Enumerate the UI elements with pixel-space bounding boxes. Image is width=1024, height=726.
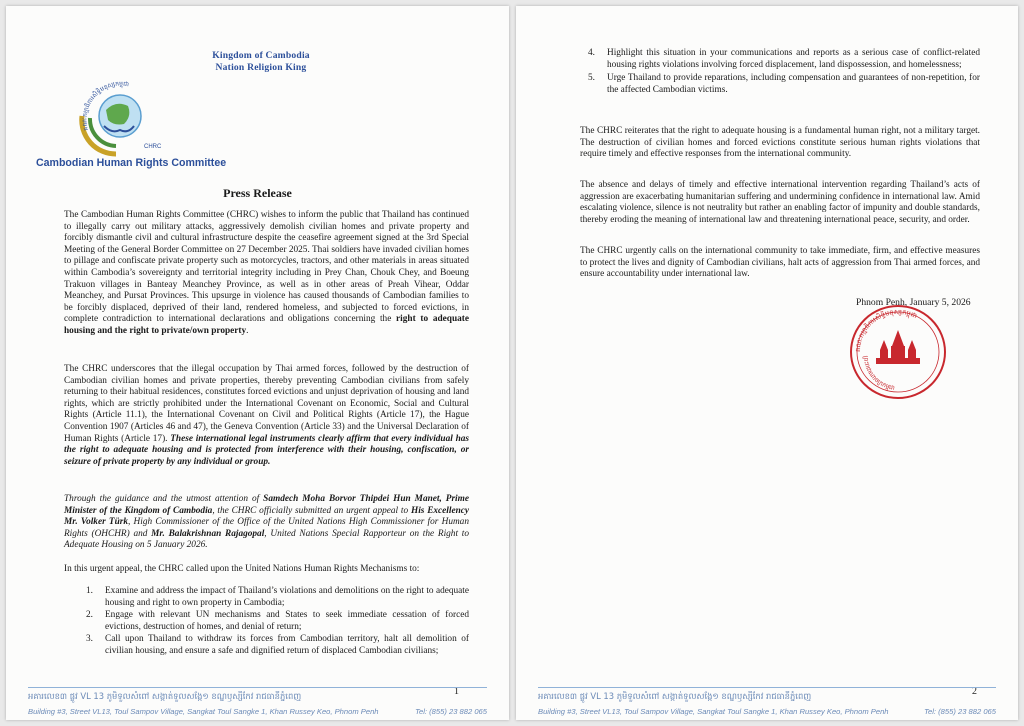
list-item (86, 634, 469, 657)
list-item-number: 2. (86, 610, 93, 621)
page-footer (538, 687, 996, 716)
page-number: 1 (454, 686, 459, 697)
list-item-number: 5. (588, 73, 595, 84)
seal-bottom-text: ព្រះរាជាណាចក្រកម្ពុជា (861, 355, 896, 392)
list-item (86, 586, 469, 609)
list-item-number: 1. (86, 586, 93, 596)
page-footer (28, 687, 487, 716)
list-item-text: Engage with relevant UN mechanisms and States to seek immediate cessation of forced evictions, destruction of homes, and denial of return; (105, 610, 469, 632)
chrc-logo (68, 68, 168, 162)
kingdom-line-1: Kingdom of Cambodia (212, 50, 310, 61)
logo-arc-text: គណៈកម្មាធិការសិទ្ធិមនុស្សកម្ពុជា (81, 80, 130, 132)
list-item-number: 3. (86, 634, 93, 645)
paragraph-7: The CHRC urgently calls on the international community to take immediate, firm, and effective measures to protect the lives and dignity of Cambodian civilians, halt acts of aggression from Thai armed forces, and ensure accountability under international law. (580, 246, 980, 280)
paragraph-1 (64, 210, 469, 338)
para3-t1: Through the guidance and the utmost attention of (64, 494, 260, 504)
para1-text: The Cambodian Human Rights Committee (CHRC) wishes to inform the public that Thailand has continued to illegally carry out military attacks, aggressively demolish civilian homes and private property and forcibly dismantle civil and cultural infrastructure despite the ceasefire agreement signed at the 3rd Special Meeting of the General Border Committee on 27 December 2025. Thai soldiers have invaded civilian homes to pillage and confiscate private property such as motorcycles, tractors, and other materials in areas situated within Cambodia’s sovereignty and territorial integrity including in Prey Chan, Chouk Chey, and Boeung Trakuon villages in Banteay Meanchey Province, as well as in other areas of Preah Vihear, Oddar Meanchey, and Pursat Provinces. This upsurge in violence has caused thousands of Cambodian families to be forcibly displaced, deprived of their land, rendered homeless, and subjected to forced evictions, in complete contradiction to international declarations and obligations concerning the (64, 210, 469, 325)
official-seal (846, 302, 950, 402)
para2-text: The CHRC underscores that the illegal occupation by Thai armed forces, followed by the destruction of Cambodian civilian homes and private properties, thereby preventing Cambodian civilians from safely returning to their habitual residences, constitutes forced evictions and unjust deprivation of housing and land rights, which are strictly prohibited under the International Covenant on Economic, Social and Cultural Rights (Article 11.1), the International Covenant on Civil and Political Rights (Article 17), the Hague Convention 1907 (Articles 46 and 47), the Geneva Convention (Article 33) and the Universal Declaration of Human Rights (Article 17). (64, 364, 469, 444)
list-item-number: 4. (588, 48, 595, 58)
seal-top-text: គណៈកម្មាធិការសិទ្ធិមនុស្សកម្ពុជា (853, 307, 919, 353)
list-item-text: Call upon Thailand to withdraw its forces from Cambodian territory, halt all demolition of civilian housing, and ensure a safe and dignified return of displaced Cambodian civilians; (105, 634, 469, 656)
kingdom-line-2: Nation Religion King (215, 62, 307, 73)
list-item-text: Urge Thailand to provide reparations, including compensation and guarantees of non-repetition, for the affected Cambodian victims. (607, 73, 980, 95)
footer-tel: Tel: (855) 23 882 065 (415, 707, 487, 716)
page-number: 2 (972, 686, 977, 697)
para1-bold: right to adequate housing and the right to private/own property (64, 314, 469, 336)
para3-b3: Mr. Balakrishnan Rajagopal (151, 528, 265, 539)
date-line: Phnom Penh, January 5, 2026 (856, 297, 971, 308)
footer-khmer-address: អគារលេខ៣ ផ្លូវ VL 13 ភូមិទួលសំពៅ សង្កាត់ទួលសង្កែ១ ខណ្ឌឫស្សីកែវ រាជធានីភ្នំពេញ (538, 691, 812, 701)
paragraph-2 (64, 364, 469, 468)
list-item (588, 48, 980, 71)
para3-b2: His Excellency Mr. Volker Türk (64, 505, 470, 528)
kingdom-header (186, 50, 336, 74)
list-item-text: Highlight this situation in your communications and reports as a serious case of conflict-related housing rights violations involving forced displacement, land dispossession, and homelessness; (607, 48, 980, 70)
list-item-text: Examine and address the impact of Thailand’s violations and demolitions on the right to adequate housing and right to own property in Cambodia; (105, 586, 469, 608)
para3-b1: Samdech Moha Borvor Thipdei Hun Manet, Prime Minister of the Kingdom of Cambodia (64, 494, 469, 516)
paragraph-6: The absence and delays of timely and effective international intervention regarding Thailand’s acts of aggression are exacerbating humanitarian suffering and undermining confidence in international law. Amid escalating violence, silence is not neutrality but rather an enabling factor of impunity and double standards, thereby eroding the meaning of international law and threatening international peace, security, and order. (580, 180, 980, 225)
page-title: Press Release (223, 186, 292, 200)
logo-bottom-text: CHRC (144, 144, 162, 150)
paragraph-3 (64, 494, 469, 552)
org-name: Cambodian Human Rights Committee (36, 157, 227, 169)
para3-t3: , High Commissioner of the Office of the United Nations High Commissioner for Human Rights (OHCHR) and (64, 517, 469, 539)
appeal-list-2 (588, 48, 980, 96)
document-page-2 (516, 6, 1018, 720)
para3-t2: , the CHRC officially submitted an urgent appeal to (212, 505, 409, 516)
para3-t4: , United Nations Special Rapporteur on the Right to Adequate Housing on 5 January 2026. (64, 528, 470, 551)
paragraph-4: In this urgent appeal, the CHRC called upon the United Nations Human Rights Mechanisms to: (64, 564, 420, 574)
footer-address: Building #3, Street VL13, Toul Sampov Village, Sangkat Toul Sangke 1, Khan Russey Keo, Phnom Penh (28, 707, 379, 716)
footer-khmer-address: អគារលេខ៣ ផ្លូវ VL 13 ភូមិទួលសំពៅ សង្កាត់ទួលសង្កែ១ ខណ្ឌឫស្សីកែវ រាជធានីភ្នំពេញ (28, 691, 302, 701)
angkor-temple-icon (876, 330, 920, 364)
list-item (588, 73, 980, 96)
document-page-1 (6, 6, 509, 720)
paragraph-5: The CHRC reiterates that the right to adequate housing is a fundamental human right, not a military target. The destruction of civilian homes and forced evictions constitute serious human rights violations that require timely and effective responses from the international community. (580, 126, 980, 160)
list-item (86, 610, 469, 633)
footer-address: Building #3, Street VL13, Toul Sampov Village, Sangkat Toul Sangke 1, Khan Russey Keo, Phnom Penh (538, 707, 889, 716)
appeal-list-1 (86, 586, 469, 658)
para1-end: . (246, 325, 249, 336)
para2-bold-italic: These international legal instruments clearly affirm that every individual has the right to adequate housing and is protected from interference with their housing, confiscation, or seizure of private property by any individual or group. (64, 433, 470, 467)
footer-tel: Tel: (855) 23 882 065 (924, 707, 996, 716)
